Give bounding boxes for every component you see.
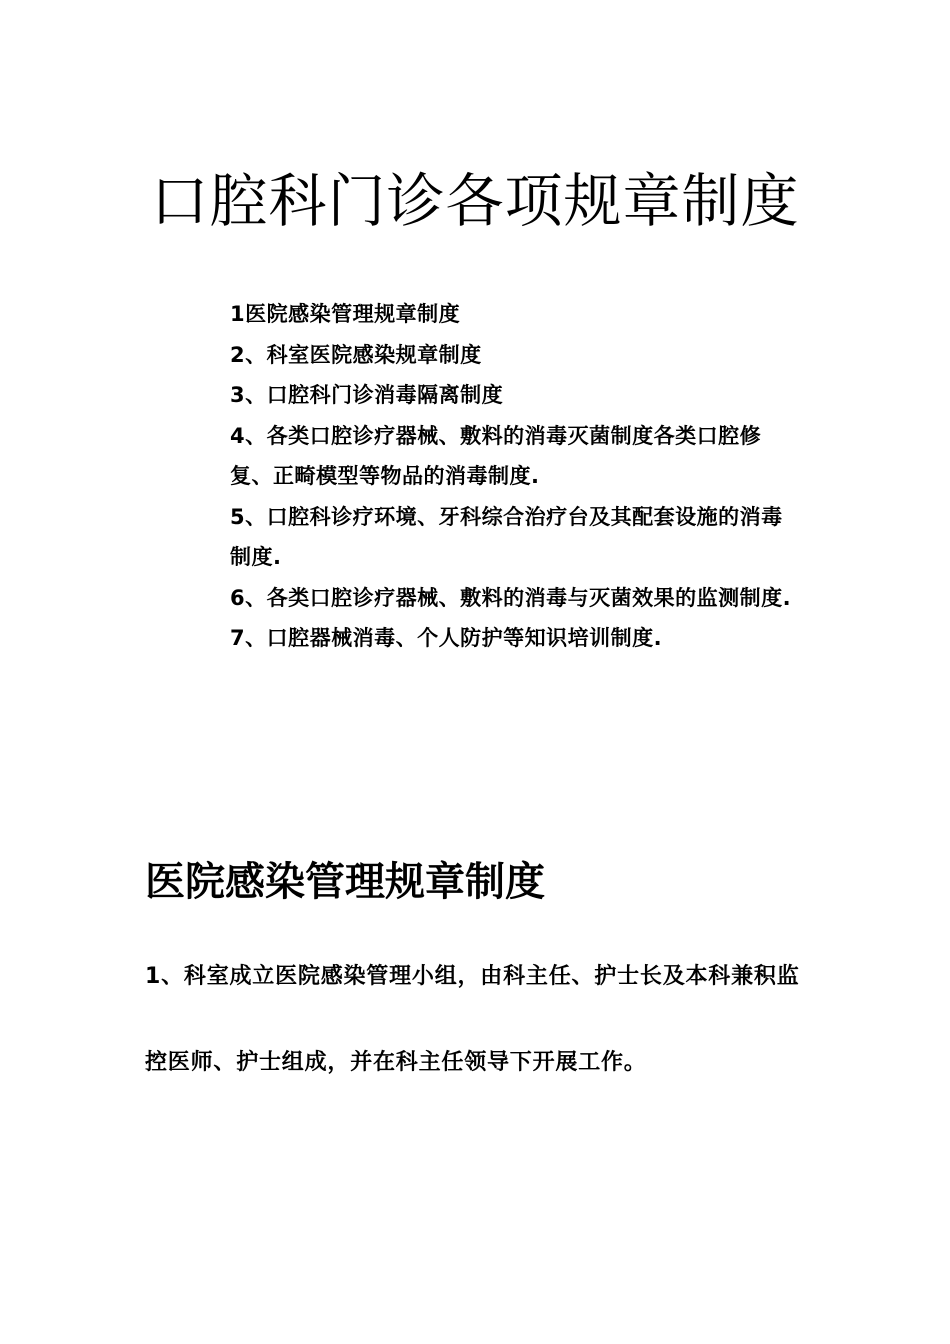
section-paragraph: 1、科室成立医院感染管理小组，由科主任、护士长及本科兼积监控医师、护士组成，并在科主任领导下开展工作。 (145, 964, 800, 1075)
toc-item-3: 3、口腔科门诊消毒隔离制度 (230, 383, 504, 407)
toc-item-6: 6、各类口腔诊疗器械、敷料的消毒与灭菌效果的监测制度. (230, 585, 792, 610)
toc-item-5: 5、口腔科诊疗环境、牙科综合治疗台及其配套设施的消毒制度. (230, 504, 783, 569)
table-of-contents (230, 294, 800, 659)
document-title: 口腔科门诊各项规章制度 (150, 166, 800, 235)
toc-item-1: 1医院感染管理规章制度 (230, 302, 461, 326)
toc-item-2: 2、科室医院感染规章制度 (230, 342, 482, 367)
toc-item-7: 7、口腔器械消毒、个人防护等知识培训制度. (230, 626, 663, 650)
toc-item-4: 4、各类口腔诊疗器械、敷料的消毒灭菌制度各类口腔修复、正畸模型等物品的消毒制度. (230, 423, 762, 488)
section-heading: 医院感染管理规章制度 (145, 859, 545, 905)
